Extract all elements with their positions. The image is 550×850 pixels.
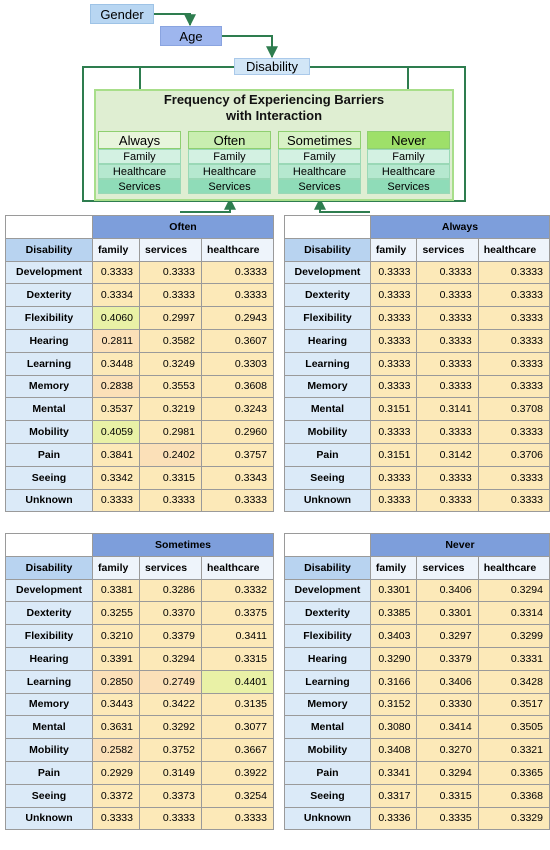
value-cell: 0.3333 xyxy=(478,421,549,444)
value-cell: 0.3922 xyxy=(202,761,274,784)
column-header-disability: Disability xyxy=(6,238,93,261)
value-cell: 0.3553 xyxy=(140,375,202,398)
value-cell: 0.3333 xyxy=(140,807,202,830)
disability-node: Disability xyxy=(234,58,310,75)
row-label: Pain xyxy=(285,761,371,784)
frequency-title-line1: Frequency of Experiencing Barriers xyxy=(163,92,385,107)
value-cell: 0.3290 xyxy=(370,647,417,670)
column-header-healthcare: healthcare xyxy=(478,556,549,579)
table-header-row xyxy=(6,238,274,261)
row-label: Dexterity xyxy=(6,284,93,307)
table-row xyxy=(6,443,274,466)
table-title-row xyxy=(285,216,550,239)
table-row xyxy=(285,329,550,352)
value-cell: 0.3414 xyxy=(417,716,478,739)
value-cell: 0.3841 xyxy=(93,443,140,466)
value-cell: 0.3333 xyxy=(370,421,417,444)
value-cell: 0.3333 xyxy=(370,375,417,398)
value-cell: 0.3141 xyxy=(417,398,478,421)
row-label: Unknown xyxy=(285,807,371,830)
row-label: Development xyxy=(6,261,93,284)
frequency-item: Healthcare xyxy=(98,164,181,179)
table-row xyxy=(6,284,274,307)
row-label: Seeing xyxy=(6,784,93,807)
value-cell: 0.3333 xyxy=(202,284,274,307)
table-row xyxy=(6,466,274,489)
value-cell: 0.3331 xyxy=(478,647,549,670)
row-label: Hearing xyxy=(285,329,371,352)
row-label: Pain xyxy=(6,761,93,784)
value-cell: 0.3151 xyxy=(370,443,417,466)
value-cell: 0.3334 xyxy=(93,284,140,307)
frequency-item: Family xyxy=(188,149,271,164)
row-label: Seeing xyxy=(285,784,371,807)
value-cell: 0.3333 xyxy=(202,489,274,512)
column-header-disability: Disability xyxy=(285,238,371,261)
row-label: Learning xyxy=(6,352,93,375)
value-cell: 0.3333 xyxy=(202,261,274,284)
column-header-healthcare: healthcare xyxy=(478,238,549,261)
table-row xyxy=(285,284,550,307)
column-header-services: services xyxy=(417,556,478,579)
table-header-row xyxy=(285,238,550,261)
value-cell: 0.3333 xyxy=(417,352,478,375)
row-label: Memory xyxy=(285,375,371,398)
row-label: Mobility xyxy=(6,421,93,444)
value-cell: 0.2960 xyxy=(202,421,274,444)
table-row xyxy=(6,489,274,512)
column-header-family: family xyxy=(370,556,417,579)
value-cell: 0.3315 xyxy=(202,647,274,670)
value-cell: 0.3286 xyxy=(140,579,202,602)
value-cell: 0.3368 xyxy=(478,784,549,807)
table-row xyxy=(285,739,550,762)
row-label: Dexterity xyxy=(285,602,371,625)
column-header-services: services xyxy=(140,238,202,261)
table-title-row xyxy=(6,534,274,557)
value-cell: 0.3303 xyxy=(202,352,274,375)
value-cell: 0.3333 xyxy=(478,284,549,307)
value-cell: 0.3333 xyxy=(417,307,478,330)
value-cell: 0.3321 xyxy=(478,739,549,762)
frequency-label: Always xyxy=(98,131,181,149)
value-cell: 0.3448 xyxy=(93,352,140,375)
table-title-row xyxy=(285,534,550,557)
row-label: Dexterity xyxy=(285,284,371,307)
table-row xyxy=(285,421,550,444)
value-cell: 0.3255 xyxy=(93,602,140,625)
table-row xyxy=(285,307,550,330)
value-cell: 0.3333 xyxy=(93,261,140,284)
row-label: Development xyxy=(285,261,371,284)
value-cell: 0.3292 xyxy=(140,716,202,739)
table-row xyxy=(285,761,550,784)
table-row xyxy=(6,647,274,670)
table-title: Never xyxy=(370,534,549,557)
value-cell: 0.3379 xyxy=(140,625,202,648)
value-cell: 0.3135 xyxy=(202,693,274,716)
table-row xyxy=(6,670,274,693)
table-row xyxy=(285,443,550,466)
value-cell: 0.3297 xyxy=(417,625,478,648)
value-cell: 0.3254 xyxy=(202,784,274,807)
value-cell: 0.2997 xyxy=(140,307,202,330)
table-often xyxy=(5,215,274,512)
value-cell: 0.3582 xyxy=(140,329,202,352)
column-header-family: family xyxy=(370,238,417,261)
value-cell: 0.3365 xyxy=(478,761,549,784)
value-cell: 0.2582 xyxy=(93,739,140,762)
table-row xyxy=(285,398,550,421)
frequency-label: Never xyxy=(367,131,450,149)
value-cell: 0.3333 xyxy=(370,329,417,352)
row-label: Learning xyxy=(285,670,371,693)
table-row xyxy=(285,466,550,489)
frequency-item: Services xyxy=(278,179,361,194)
table-row xyxy=(285,625,550,648)
value-cell: 0.3333 xyxy=(417,489,478,512)
value-cell: 0.2943 xyxy=(202,307,274,330)
row-label: Mobility xyxy=(285,421,371,444)
value-cell: 0.3243 xyxy=(202,398,274,421)
value-cell: 0.3333 xyxy=(478,489,549,512)
value-cell: 0.3333 xyxy=(93,489,140,512)
value-cell: 0.3631 xyxy=(93,716,140,739)
row-label: Seeing xyxy=(6,466,93,489)
value-cell: 0.3333 xyxy=(370,261,417,284)
table-row xyxy=(285,375,550,398)
row-label: Unknown xyxy=(6,807,93,830)
table-row xyxy=(285,670,550,693)
row-label: Hearing xyxy=(6,647,93,670)
column-header-services: services xyxy=(140,556,202,579)
row-label: Flexibility xyxy=(6,307,93,330)
table-row xyxy=(6,716,274,739)
frequency-label: Sometimes xyxy=(278,131,361,149)
value-cell: 0.3315 xyxy=(140,466,202,489)
table-row xyxy=(6,329,274,352)
value-cell: 0.2981 xyxy=(140,421,202,444)
value-cell: 0.3333 xyxy=(478,329,549,352)
value-cell: 0.3301 xyxy=(417,602,478,625)
table-row xyxy=(6,807,274,830)
value-cell: 0.2811 xyxy=(93,329,140,352)
value-cell: 0.3333 xyxy=(370,284,417,307)
value-cell: 0.3422 xyxy=(140,693,202,716)
table-row xyxy=(6,375,274,398)
value-cell: 0.3333 xyxy=(478,261,549,284)
value-cell: 0.3385 xyxy=(370,602,417,625)
row-label: Dexterity xyxy=(6,602,93,625)
table-row xyxy=(6,261,274,284)
column-header-healthcare: healthcare xyxy=(202,238,274,261)
value-cell: 0.3372 xyxy=(93,784,140,807)
value-cell: 0.4060 xyxy=(93,307,140,330)
value-cell: 0.3333 xyxy=(417,466,478,489)
table-row xyxy=(285,647,550,670)
value-cell: 0.3333 xyxy=(478,307,549,330)
row-label: Memory xyxy=(6,693,93,716)
column-header-disability: Disability xyxy=(6,556,93,579)
value-cell: 0.3335 xyxy=(417,807,478,830)
value-cell: 0.3333 xyxy=(140,261,202,284)
row-label: Mobility xyxy=(6,739,93,762)
value-cell: 0.3607 xyxy=(202,329,274,352)
value-cell: 0.3406 xyxy=(417,579,478,602)
table-row xyxy=(285,693,550,716)
value-cell: 0.3608 xyxy=(202,375,274,398)
table-always xyxy=(284,215,550,512)
value-cell: 0.3333 xyxy=(417,375,478,398)
frequency-item: Services xyxy=(367,179,450,194)
value-cell: 0.3333 xyxy=(417,284,478,307)
table-title-row xyxy=(6,216,274,239)
value-cell: 0.3294 xyxy=(140,647,202,670)
value-cell: 0.2929 xyxy=(93,761,140,784)
table-title: Often xyxy=(93,216,274,239)
arrow-age-to-disability xyxy=(222,36,272,57)
value-cell: 0.3406 xyxy=(417,670,478,693)
value-cell: 0.3537 xyxy=(93,398,140,421)
column-header-family: family xyxy=(93,238,140,261)
table-row xyxy=(6,784,274,807)
frequency-always xyxy=(98,131,181,194)
value-cell: 0.3333 xyxy=(370,489,417,512)
column-header-family: family xyxy=(93,556,140,579)
row-label: Mental xyxy=(6,716,93,739)
value-cell: 0.3373 xyxy=(140,784,202,807)
frequency-item: Family xyxy=(367,149,450,164)
value-cell: 0.3341 xyxy=(370,761,417,784)
blank-cell xyxy=(6,534,93,557)
table-row xyxy=(6,421,274,444)
value-cell: 0.3332 xyxy=(202,579,274,602)
value-cell: 0.3333 xyxy=(478,466,549,489)
value-cell: 0.3752 xyxy=(140,739,202,762)
frequency-item: Healthcare xyxy=(278,164,361,179)
value-cell: 0.3708 xyxy=(478,398,549,421)
value-cell: 0.3667 xyxy=(202,739,274,762)
frequency-panel-title xyxy=(94,92,454,124)
value-cell: 0.4401 xyxy=(202,670,274,693)
table-row xyxy=(285,579,550,602)
value-cell: 0.3219 xyxy=(140,398,202,421)
value-cell: 0.3080 xyxy=(370,716,417,739)
row-label: Flexibility xyxy=(285,307,371,330)
value-cell: 0.3428 xyxy=(478,670,549,693)
value-cell: 0.4059 xyxy=(93,421,140,444)
table-row xyxy=(285,716,550,739)
value-cell: 0.3299 xyxy=(478,625,549,648)
value-cell: 0.3336 xyxy=(370,807,417,830)
row-label: Hearing xyxy=(6,329,93,352)
value-cell: 0.3757 xyxy=(202,443,274,466)
row-label: Hearing xyxy=(285,647,371,670)
value-cell: 0.2402 xyxy=(140,443,202,466)
value-cell: 0.3333 xyxy=(202,807,274,830)
table-row xyxy=(6,602,274,625)
column-header-services: services xyxy=(417,238,478,261)
frequency-title-line2: with Interaction xyxy=(225,108,323,123)
frequency-item: Healthcare xyxy=(367,164,450,179)
value-cell: 0.3333 xyxy=(417,261,478,284)
table-row xyxy=(285,489,550,512)
value-cell: 0.3151 xyxy=(370,398,417,421)
blank-cell xyxy=(285,534,371,557)
gender-node: Gender xyxy=(90,4,154,24)
value-cell: 0.2838 xyxy=(93,375,140,398)
value-cell: 0.3330 xyxy=(417,693,478,716)
value-cell: 0.2850 xyxy=(93,670,140,693)
table-row xyxy=(285,261,550,284)
value-cell: 0.3333 xyxy=(370,352,417,375)
value-cell: 0.3149 xyxy=(140,761,202,784)
value-cell: 0.3270 xyxy=(417,739,478,762)
value-cell: 0.3329 xyxy=(478,807,549,830)
value-cell: 0.3333 xyxy=(140,284,202,307)
value-cell: 0.3706 xyxy=(478,443,549,466)
value-cell: 0.3294 xyxy=(417,761,478,784)
table-header-row xyxy=(6,556,274,579)
value-cell: 0.3077 xyxy=(202,716,274,739)
table-row xyxy=(285,807,550,830)
value-cell: 0.3333 xyxy=(370,307,417,330)
frequency-item: Family xyxy=(98,149,181,164)
value-cell: 0.3403 xyxy=(370,625,417,648)
value-cell: 0.3408 xyxy=(370,739,417,762)
value-cell: 0.3315 xyxy=(417,784,478,807)
row-label: Mental xyxy=(285,716,371,739)
row-label: Development xyxy=(6,579,93,602)
age-node: Age xyxy=(160,26,222,46)
blank-cell xyxy=(6,216,93,239)
value-cell: 0.3333 xyxy=(93,807,140,830)
row-label: Memory xyxy=(285,693,371,716)
value-cell: 0.3333 xyxy=(417,329,478,352)
value-cell: 0.3152 xyxy=(370,693,417,716)
row-label: Unknown xyxy=(6,489,93,512)
value-cell: 0.3333 xyxy=(478,352,549,375)
value-cell: 0.3333 xyxy=(140,489,202,512)
table-row xyxy=(6,579,274,602)
table-row xyxy=(6,761,274,784)
row-label: Mobility xyxy=(285,739,371,762)
column-header-healthcare: healthcare xyxy=(202,556,274,579)
value-cell: 0.2749 xyxy=(140,670,202,693)
row-label: Flexibility xyxy=(285,625,371,648)
table-row xyxy=(285,352,550,375)
row-label: Flexibility xyxy=(6,625,93,648)
frequency-label: Often xyxy=(188,131,271,149)
frequency-never xyxy=(367,131,450,194)
table-row xyxy=(6,352,274,375)
value-cell: 0.3379 xyxy=(417,647,478,670)
value-cell: 0.3142 xyxy=(417,443,478,466)
row-label: Learning xyxy=(285,352,371,375)
value-cell: 0.3314 xyxy=(478,602,549,625)
table-row xyxy=(6,693,274,716)
frequency-item: Services xyxy=(98,179,181,194)
blank-cell xyxy=(285,216,371,239)
value-cell: 0.3333 xyxy=(417,421,478,444)
value-cell: 0.3294 xyxy=(478,579,549,602)
value-cell: 0.3333 xyxy=(478,375,549,398)
row-label: Pain xyxy=(285,443,371,466)
frequency-often xyxy=(188,131,271,194)
table-row xyxy=(6,625,274,648)
row-label: Unknown xyxy=(285,489,371,512)
value-cell: 0.3505 xyxy=(478,716,549,739)
table-sometimes xyxy=(5,533,274,830)
table-row xyxy=(6,307,274,330)
frequency-item: Healthcare xyxy=(188,164,271,179)
frequency-item: Services xyxy=(188,179,271,194)
row-label: Development xyxy=(285,579,371,602)
value-cell: 0.3342 xyxy=(93,466,140,489)
row-label: Mental xyxy=(6,398,93,421)
value-cell: 0.3333 xyxy=(370,466,417,489)
value-cell: 0.3375 xyxy=(202,602,274,625)
table-row xyxy=(285,602,550,625)
value-cell: 0.3317 xyxy=(370,784,417,807)
arrow-gender-to-age xyxy=(154,14,190,25)
table-never xyxy=(284,533,550,830)
value-cell: 0.3381 xyxy=(93,579,140,602)
table-row xyxy=(285,784,550,807)
value-cell: 0.3517 xyxy=(478,693,549,716)
table-title: Always xyxy=(370,216,549,239)
row-label: Pain xyxy=(6,443,93,466)
frequency-item: Family xyxy=(278,149,361,164)
row-label: Seeing xyxy=(285,466,371,489)
column-header-disability: Disability xyxy=(285,556,371,579)
value-cell: 0.3166 xyxy=(370,670,417,693)
table-header-row xyxy=(285,556,550,579)
value-cell: 0.3343 xyxy=(202,466,274,489)
value-cell: 0.3210 xyxy=(93,625,140,648)
row-label: Memory xyxy=(6,375,93,398)
table-row xyxy=(6,739,274,762)
value-cell: 0.3411 xyxy=(202,625,274,648)
row-label: Learning xyxy=(6,670,93,693)
value-cell: 0.3301 xyxy=(370,579,417,602)
table-title: Sometimes xyxy=(93,534,274,557)
value-cell: 0.3391 xyxy=(93,647,140,670)
table-row xyxy=(6,398,274,421)
value-cell: 0.3443 xyxy=(93,693,140,716)
row-label: Mental xyxy=(285,398,371,421)
value-cell: 0.3249 xyxy=(140,352,202,375)
value-cell: 0.3370 xyxy=(140,602,202,625)
frequency-sometimes xyxy=(278,131,361,194)
